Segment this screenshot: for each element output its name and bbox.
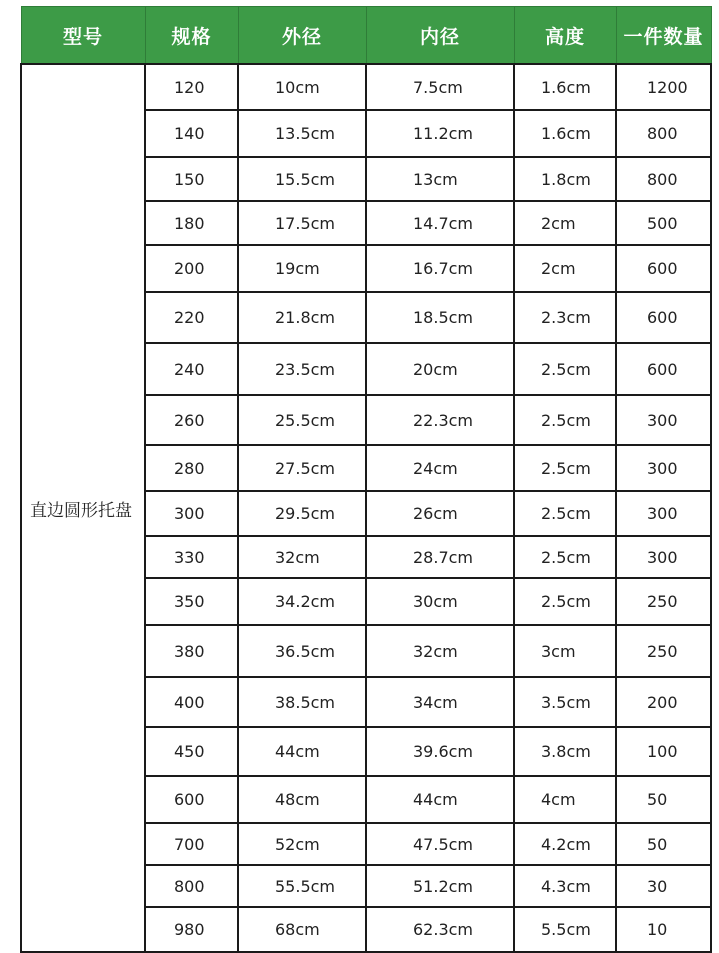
height-cell: 2.5cm: [514, 536, 616, 578]
header-spec: 规格: [145, 7, 238, 65]
height-cell: 2.5cm: [514, 395, 616, 445]
inner-diameter-cell: 62.3cm: [366, 907, 514, 952]
quantity-cell: 10: [616, 907, 711, 952]
quantity-cell: 500: [616, 201, 711, 245]
spec-cell: 200: [145, 245, 238, 292]
spec-cell: 700: [145, 823, 238, 865]
quantity-cell: 600: [616, 292, 711, 343]
outer-diameter-cell: 68cm: [238, 907, 366, 952]
outer-diameter-cell: 23.5cm: [238, 343, 366, 395]
quantity-cell: 800: [616, 157, 711, 201]
outer-diameter-cell: 29.5cm: [238, 491, 366, 536]
quantity-cell: 1200: [616, 64, 711, 110]
quantity-cell: 300: [616, 445, 711, 491]
inner-diameter-cell: 32cm: [366, 625, 514, 677]
quantity-cell: 200: [616, 677, 711, 727]
spec-cell: 600: [145, 776, 238, 823]
outer-diameter-cell: 32cm: [238, 536, 366, 578]
height-cell: 1.6cm: [514, 110, 616, 157]
outer-diameter-cell: 27.5cm: [238, 445, 366, 491]
outer-diameter-cell: 36.5cm: [238, 625, 366, 677]
table-body: [21, 64, 711, 952]
spec-cell: 180: [145, 201, 238, 245]
quantity-cell: 300: [616, 395, 711, 445]
spec-cell: 140: [145, 110, 238, 157]
quantity-cell: 800: [616, 110, 711, 157]
model-cell: 直边圆形托盘: [21, 64, 145, 952]
height-cell: 2cm: [514, 201, 616, 245]
outer-diameter-cell: 17.5cm: [238, 201, 366, 245]
quantity-cell: 50: [616, 823, 711, 865]
quantity-cell: 300: [616, 536, 711, 578]
spec-cell: 150: [145, 157, 238, 201]
quantity-cell: 100: [616, 727, 711, 776]
inner-diameter-cell: 13cm: [366, 157, 514, 201]
spec-table: [20, 6, 712, 953]
inner-diameter-cell: 11.2cm: [366, 110, 514, 157]
spec-cell: 980: [145, 907, 238, 952]
inner-diameter-cell: 44cm: [366, 776, 514, 823]
header-height: 高度: [514, 7, 616, 65]
inner-diameter-cell: 7.5cm: [366, 64, 514, 110]
height-cell: 2.5cm: [514, 445, 616, 491]
height-cell: 2.5cm: [514, 343, 616, 395]
height-cell: 3.5cm: [514, 677, 616, 727]
quantity-cell: 300: [616, 491, 711, 536]
spec-cell: 450: [145, 727, 238, 776]
header-row: [21, 7, 711, 65]
quantity-cell: 600: [616, 245, 711, 292]
inner-diameter-cell: 47.5cm: [366, 823, 514, 865]
spec-cell: 240: [145, 343, 238, 395]
height-cell: 3.8cm: [514, 727, 616, 776]
outer-diameter-cell: 19cm: [238, 245, 366, 292]
inner-diameter-cell: 14.7cm: [366, 201, 514, 245]
height-cell: 3cm: [514, 625, 616, 677]
inner-diameter-cell: 51.2cm: [366, 865, 514, 907]
height-cell: 2.5cm: [514, 578, 616, 625]
height-cell: 1.8cm: [514, 157, 616, 201]
inner-diameter-cell: 30cm: [366, 578, 514, 625]
inner-diameter-cell: 34cm: [366, 677, 514, 727]
outer-diameter-cell: 34.2cm: [238, 578, 366, 625]
spec-cell: 350: [145, 578, 238, 625]
inner-diameter-cell: 26cm: [366, 491, 514, 536]
outer-diameter-cell: 38.5cm: [238, 677, 366, 727]
outer-diameter-cell: 48cm: [238, 776, 366, 823]
height-cell: 4.3cm: [514, 865, 616, 907]
spec-cell: 260: [145, 395, 238, 445]
height-cell: 2.5cm: [514, 491, 616, 536]
quantity-cell: 30: [616, 865, 711, 907]
spec-cell: 280: [145, 445, 238, 491]
inner-diameter-cell: 20cm: [366, 343, 514, 395]
outer-diameter-cell: 25.5cm: [238, 395, 366, 445]
outer-diameter-cell: 13.5cm: [238, 110, 366, 157]
spec-cell: 400: [145, 677, 238, 727]
inner-diameter-cell: 28.7cm: [366, 536, 514, 578]
spec-cell: 220: [145, 292, 238, 343]
height-cell: 2cm: [514, 245, 616, 292]
inner-diameter-cell: 39.6cm: [366, 727, 514, 776]
outer-diameter-cell: 21.8cm: [238, 292, 366, 343]
inner-diameter-cell: 18.5cm: [366, 292, 514, 343]
outer-diameter-cell: 44cm: [238, 727, 366, 776]
quantity-cell: 600: [616, 343, 711, 395]
header-outer-diameter: 外径: [238, 7, 366, 65]
inner-diameter-cell: 24cm: [366, 445, 514, 491]
spec-cell: 380: [145, 625, 238, 677]
header-quantity: 一件数量: [616, 7, 711, 65]
spec-cell: 300: [145, 491, 238, 536]
inner-diameter-cell: 16.7cm: [366, 245, 514, 292]
outer-diameter-cell: 52cm: [238, 823, 366, 865]
quantity-cell: 250: [616, 578, 711, 625]
inner-diameter-cell: 22.3cm: [366, 395, 514, 445]
outer-diameter-cell: 15.5cm: [238, 157, 366, 201]
height-cell: 4.2cm: [514, 823, 616, 865]
outer-diameter-cell: 55.5cm: [238, 865, 366, 907]
spec-sheet: [20, 6, 710, 953]
quantity-cell: 50: [616, 776, 711, 823]
table-row: [21, 64, 711, 110]
spec-cell: 120: [145, 64, 238, 110]
height-cell: 2.3cm: [514, 292, 616, 343]
height-cell: 5.5cm: [514, 907, 616, 952]
outer-diameter-cell: 10cm: [238, 64, 366, 110]
header-model: 型号: [21, 7, 145, 65]
height-cell: 1.6cm: [514, 64, 616, 110]
quantity-cell: 250: [616, 625, 711, 677]
height-cell: 4cm: [514, 776, 616, 823]
spec-cell: 330: [145, 536, 238, 578]
spec-cell: 800: [145, 865, 238, 907]
header-inner-diameter: 内径: [366, 7, 514, 65]
